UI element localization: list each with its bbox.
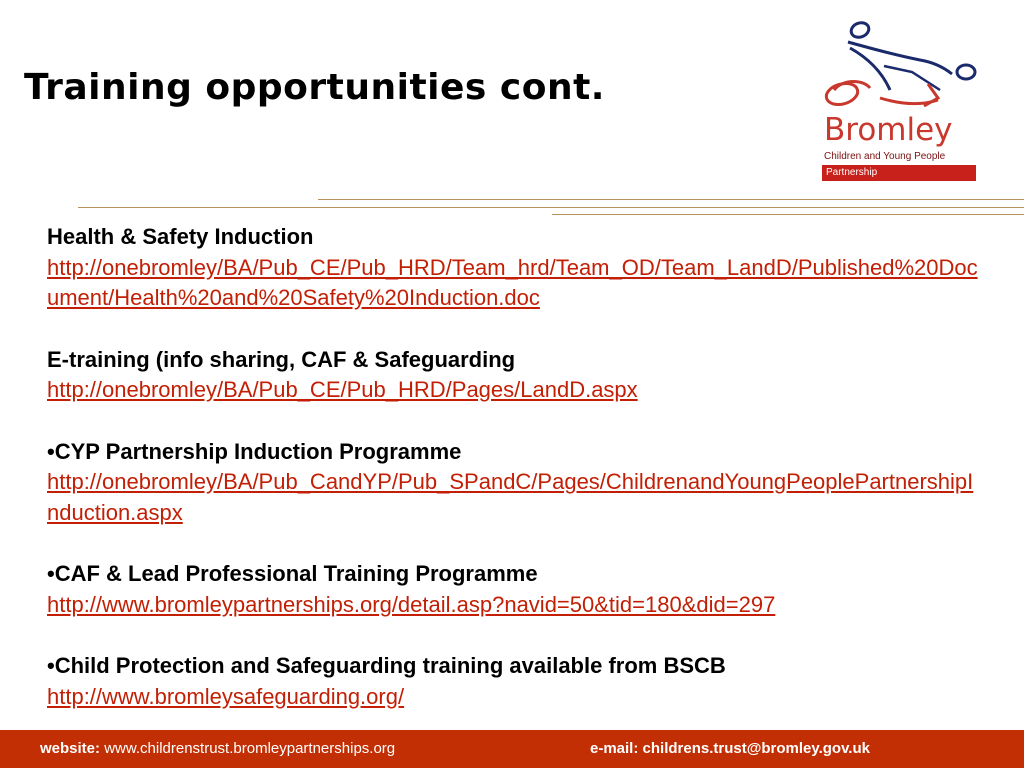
logo-bar-text: Partnership xyxy=(826,167,878,178)
section-caf-lead xyxy=(47,559,982,620)
section-link[interactable]: http://www.bromleysafeguarding.org/ xyxy=(47,683,405,709)
section-child-protection xyxy=(47,651,982,712)
section-link[interactable]: http://onebromley/BA/Pub_CE/Pub_HRD/Pages/LandD.aspx xyxy=(47,377,638,402)
section-health-safety xyxy=(47,222,982,314)
divider-line-middle xyxy=(78,207,1024,208)
bromley-logo xyxy=(820,18,980,184)
section-heading: • CYP Partnership Induction Programme xyxy=(47,437,982,468)
section-e-training xyxy=(47,345,982,406)
footer-email xyxy=(590,740,870,758)
content-body xyxy=(47,222,982,712)
section-heading: • CAF & Lead Professional Training Programme xyxy=(47,559,982,590)
section-link[interactable]: http://onebromley/BA/Pub_CE/Pub_HRD/Team_hrd/Team_OD/Team_LandD/Published%20Document/Health%20and%20Safety%20Induction.doc xyxy=(47,254,978,310)
divider-line-bottom xyxy=(552,214,1024,215)
footer-website xyxy=(40,740,395,758)
section-link[interactable]: http://www.bromleypartnerships.org/detail.asp?navid=50&tid=180&did=297 xyxy=(47,591,776,617)
logo-bar xyxy=(822,165,976,181)
footer-website-link[interactable]: www.childrenstrust.bromleypartnerships.org xyxy=(104,740,396,757)
slide-title: Training opportunities cont. xyxy=(24,67,605,108)
footer-email-label: e-mail: xyxy=(590,740,639,757)
logo-name: Bromley xyxy=(824,112,953,148)
footer-email-link[interactable]: childrens.trust@bromley.gov.uk xyxy=(642,740,870,757)
footer-bar xyxy=(0,730,1024,768)
footer-website-label: website: xyxy=(40,740,101,757)
cyclist-figure-icon xyxy=(820,18,980,114)
section-link[interactable]: http://onebromley/BA/Pub_CandYP/Pub_SPandC/Pages/ChildrenandYoungPeoplePartnershipInduction.aspx xyxy=(47,469,974,525)
logo-subtitle: Children and Young People xyxy=(824,151,946,162)
section-heading: • Child Protection and Safeguarding training available from BSCB xyxy=(47,651,982,682)
divider-line-top xyxy=(318,199,1024,200)
section-heading: Health & Safety Induction xyxy=(47,224,314,249)
section-heading: E-training (info sharing, CAF & Safeguarding xyxy=(47,346,516,372)
section-cyp-induction xyxy=(47,437,982,529)
